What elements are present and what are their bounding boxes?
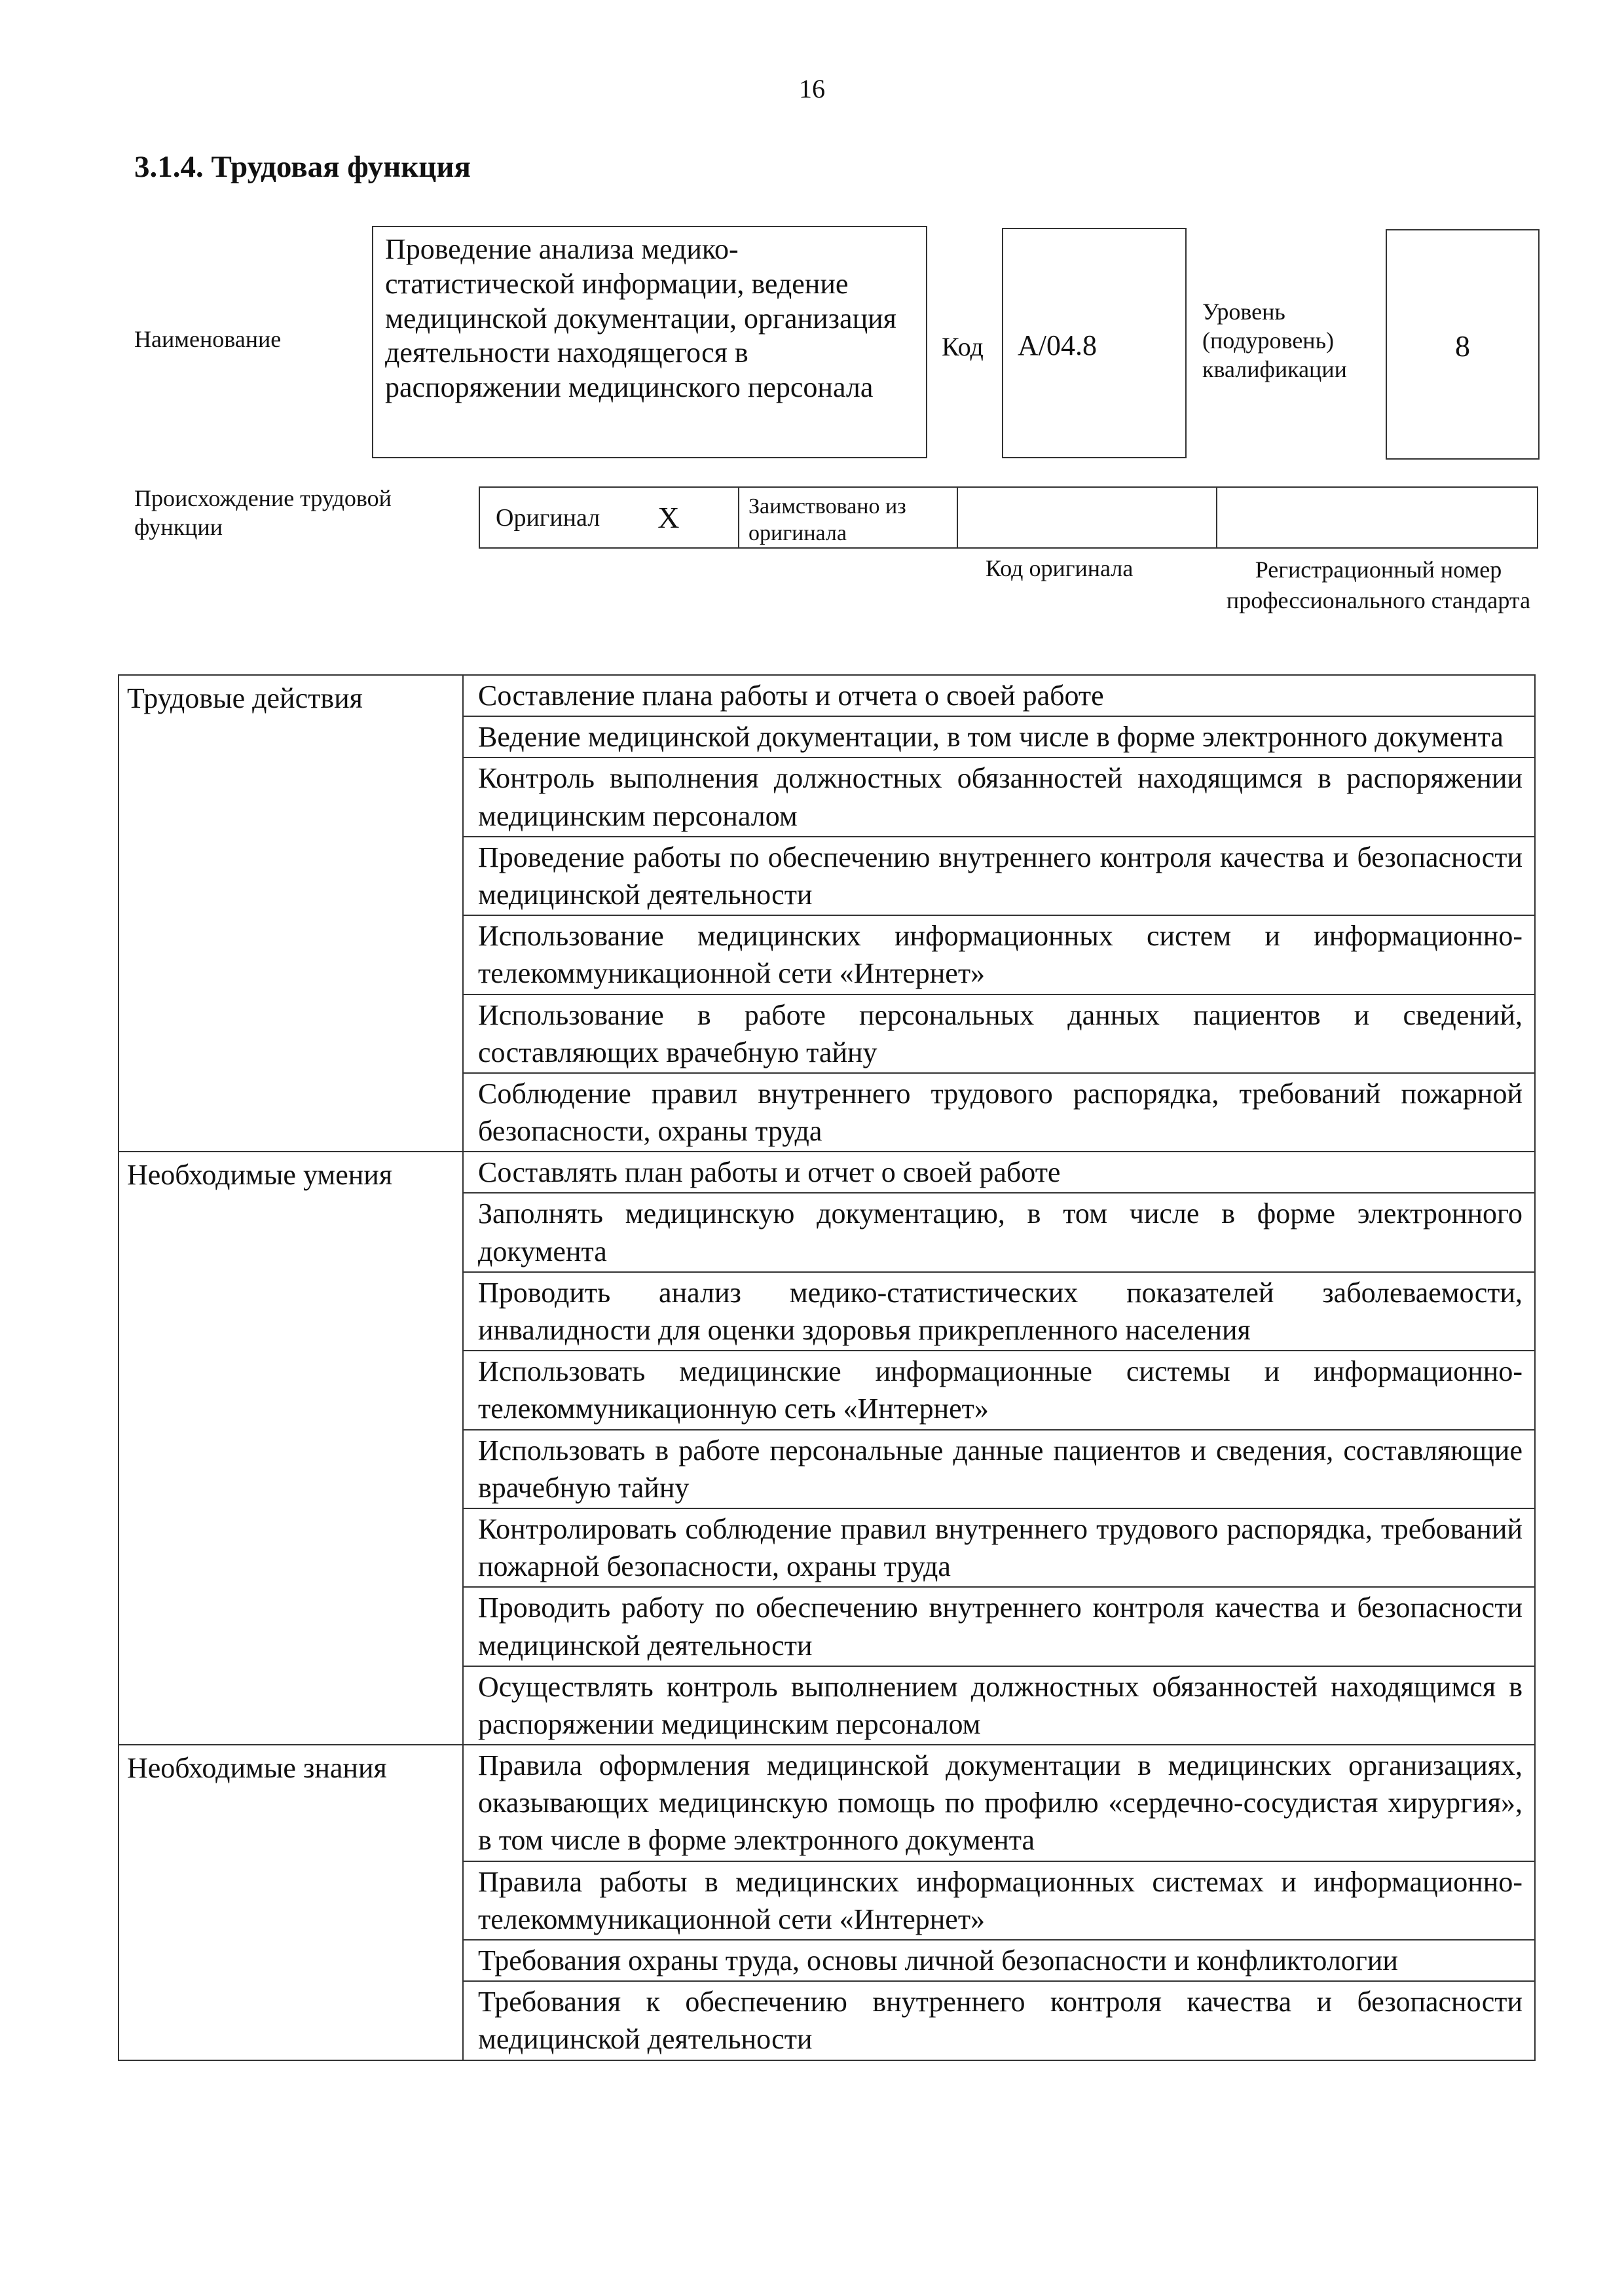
level-value-box: 8 bbox=[1386, 229, 1540, 460]
table-item: Использование в работе персональных данных пациентов и сведений, составляющих врачебную тайну bbox=[464, 995, 1534, 1074]
table-item: Проведение работы по обеспечению внутреннего контроля качества и безопасности медицинской деятельности bbox=[464, 837, 1534, 916]
table-item: Ведение медицинской документации, в том числе в форме электронного документа bbox=[464, 717, 1534, 758]
function-table bbox=[118, 674, 1536, 2061]
level-label: Уровень (подуровень) квалификации bbox=[1202, 299, 1347, 382]
name-label: Наименование bbox=[134, 326, 282, 352]
table-item: Правила оформления медицинской документации в медицинских организациях, оказывающих медицинскую помощь по профилю «сердечно-сосудистая хирургия», в том числе в форме электронного документа bbox=[464, 1745, 1534, 1862]
table-item: Требования к обеспечению внутреннего контроля качества и безопасности медицинской деятельности bbox=[478, 1986, 1522, 2056]
original-label: Оригинал bbox=[496, 503, 600, 532]
original-mark: X bbox=[657, 501, 680, 534]
section-title-cell: Необходимые умения bbox=[119, 1152, 463, 1745]
table-item: Использовать в работе персональные данные пациентов и сведения, составляющие врачебную тайну bbox=[464, 1430, 1534, 1509]
origin-row bbox=[480, 486, 1540, 549]
code-original-cell bbox=[957, 486, 1217, 549]
table-item: Контроль выполнения должностных обязанностей находящимся в распоряжении медицинским персоналом bbox=[464, 758, 1534, 837]
table-item: Осуществлять контроль выполнением должностных обязанностей находящимся в распоряжении медицинским персоналом bbox=[478, 1670, 1522, 1740]
code-original-caption: Код оригинала bbox=[986, 555, 1134, 581]
section-items-cell bbox=[463, 1152, 1535, 1745]
borrowed-label: Заимствовано из оригинала bbox=[738, 486, 958, 549]
section-title-cell: Необходимые знания bbox=[119, 1745, 463, 2060]
origin-label: Происхождение трудовой функции bbox=[134, 485, 392, 540]
table-item: Использование медицинских информационных систем и информационно-телекоммуникационной сети «Интернет» bbox=[464, 916, 1534, 994]
section-row bbox=[119, 1745, 1535, 2060]
code-label: Код bbox=[942, 332, 984, 361]
table-item: Контролировать соблюдение правил внутреннего трудового распорядка, требований пожарной безопасности, охраны труда bbox=[464, 1509, 1534, 1588]
table-item: Проводить работу по обеспечению внутреннего контроля качества и безопасности медицинской деятельности bbox=[464, 1588, 1534, 1666]
section-title-cell: Трудовые действия bbox=[119, 675, 463, 1152]
table-item: Проводить анализ медико-статистических показателей заболеваемости, инвалидности для оценки здоровья прикрепленного населения bbox=[464, 1273, 1534, 1351]
reg-number-caption: Регистрационный номер профессионального стандарта bbox=[1226, 556, 1531, 613]
table-item: Требования охраны труда, основы личной безопасности и конфликтологии bbox=[464, 1941, 1534, 1982]
section-row bbox=[119, 675, 1535, 1152]
code-value-box: A/04.8 bbox=[1002, 228, 1187, 458]
table-item: Соблюдение правил внутреннего трудового распорядка, требований пожарной безопасности, охраны труда bbox=[478, 1077, 1522, 1148]
section-title: 3.1.4. Трудовая функция bbox=[134, 150, 471, 184]
reg-number-cell bbox=[1216, 486, 1538, 549]
table-item: Составление плана работы и отчета о своей работе bbox=[464, 676, 1534, 717]
table-item: Составлять план работы и отчет о своей работе bbox=[464, 1152, 1534, 1194]
original-cell bbox=[479, 486, 739, 549]
section-items-cell bbox=[463, 675, 1535, 1152]
section-items-cell bbox=[463, 1745, 1535, 2060]
page-number: 16 bbox=[799, 74, 825, 103]
table-item: Правила работы в медицинских информационных системах и информационно-телекоммуникационной сети «Интернет» bbox=[464, 1862, 1534, 1941]
table-item: Заполнять медицинскую документацию, в том числе в форме электронного документа bbox=[464, 1194, 1534, 1272]
function-name-box: Проведение анализа медико-статистической информации, ведение медицинской документации, организация деятельности находящегося в распоряжении медицинского персонала bbox=[372, 226, 927, 458]
section-row bbox=[119, 1152, 1535, 1745]
table-item: Использовать медицинские информационные системы и информационно-телекоммуникационную сеть «Интернет» bbox=[464, 1351, 1534, 1430]
